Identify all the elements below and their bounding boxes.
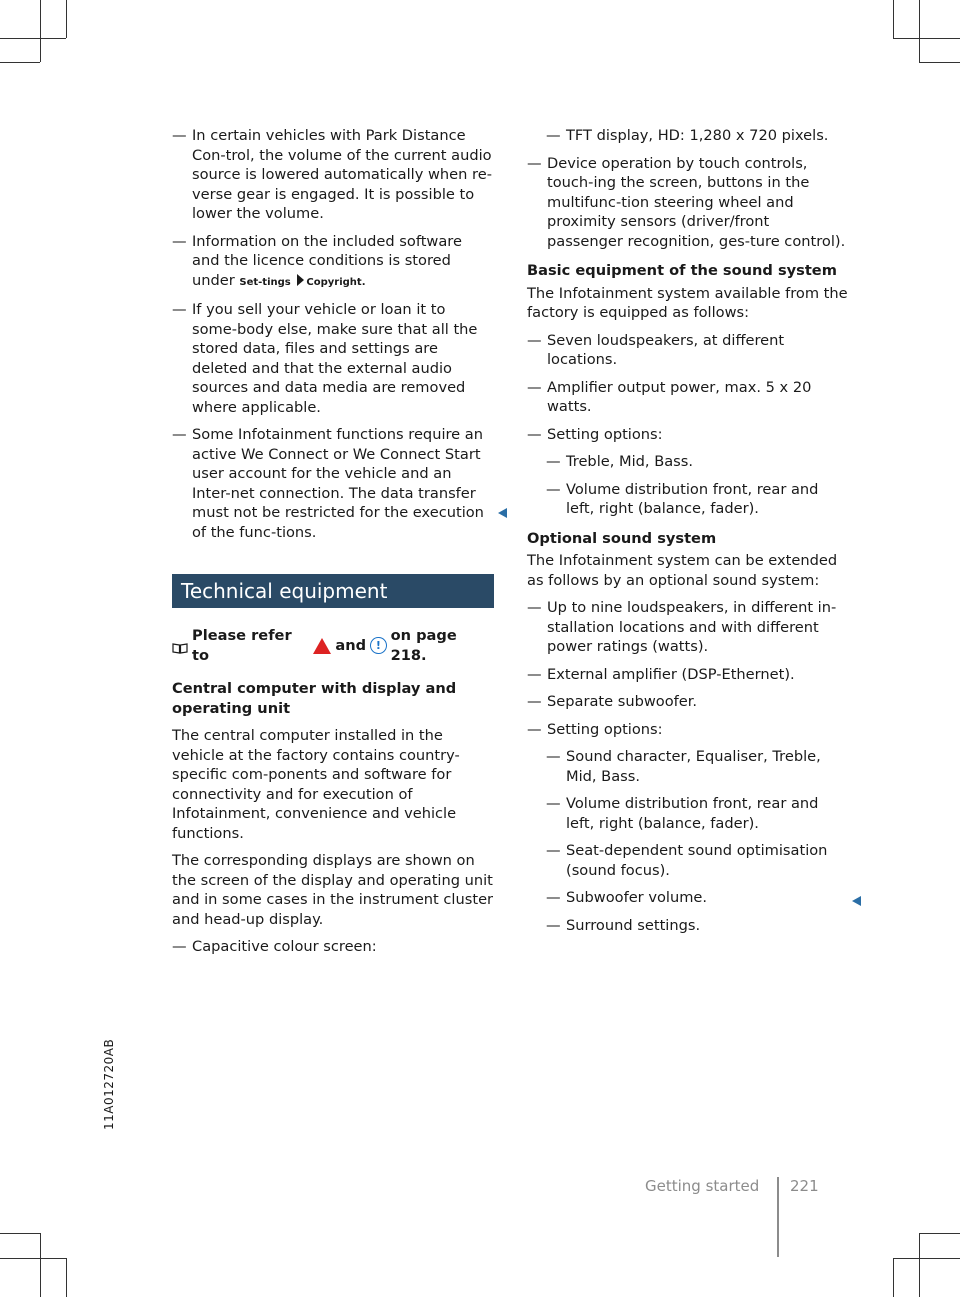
- section-end-icon: [852, 896, 861, 906]
- bullet-text: Volume distribution front, rear and left, right (balance, fader).: [566, 795, 819, 832]
- bullet-text: Device operation by touch controls, touch-ing the screen, buttons in the multifunc-tion steering wheel and proximity sensors (driver/front passenger recognition, ges-ture control).: [547, 154, 846, 250]
- bullet-dash: —: [527, 693, 542, 710]
- list-item: [527, 720, 849, 740]
- paragraph: The corresponding displays are shown on the screen of the display and operating unit and in some cases in the instrument cluster and head-up display.: [172, 852, 494, 928]
- left-column-lower: [172, 626, 494, 965]
- bullet-dash: —: [527, 378, 542, 396]
- crop-mark: [893, 0, 894, 38]
- ref-mid: and: [335, 636, 367, 654]
- list-item: [527, 692, 849, 712]
- list-item: [527, 154, 849, 252]
- bullet-text: Setting options:: [547, 425, 663, 443]
- bullet-dash: —: [527, 665, 542, 683]
- crop-mark: [0, 62, 40, 63]
- list-item: [546, 126, 849, 146]
- footer-divider: [777, 1177, 779, 1257]
- crop-mark: [893, 38, 960, 39]
- bullet-dash: —: [546, 842, 561, 859]
- bullet-dash: —: [546, 748, 561, 765]
- list-item: [527, 665, 849, 685]
- paragraph: The central computer installed in the vehicle at the factory contains country-specific com-ponents and software for connectivity and for execution of Infotainment, convenience and vehicle functions.: [172, 727, 460, 842]
- left-column: [172, 126, 494, 550]
- list-item: [172, 300, 494, 417]
- list-item: [546, 747, 849, 786]
- bullet-text: Volume distribution front, rear and left, right (balance, fader).: [566, 480, 819, 517]
- bullet-text: Surround settings.: [566, 916, 701, 934]
- bullet-dash: —: [172, 426, 187, 443]
- bullet-dash: —: [546, 127, 561, 144]
- crop-mark: [893, 1258, 960, 1259]
- bullet-dash: —: [527, 425, 542, 443]
- side-code-wrap: [100, 1038, 191, 1150]
- crop-mark: [0, 1233, 40, 1234]
- menu-path-settings: Set-tings: [239, 276, 291, 288]
- menu-arrow-icon: [297, 274, 304, 286]
- crop-mark: [893, 1258, 894, 1297]
- list-item: [527, 425, 849, 445]
- bullet-text: Subwoofer volume.: [566, 889, 708, 906]
- bullet-dash: —: [546, 795, 561, 812]
- crop-mark: [0, 38, 66, 39]
- crop-mark: [66, 0, 67, 38]
- list-item: [546, 452, 849, 472]
- footer-section-title: Getting started: [645, 1177, 760, 1195]
- list-item: [172, 232, 494, 293]
- warning-icon: [313, 638, 331, 654]
- list-item: [172, 126, 494, 224]
- list-item: [527, 331, 849, 370]
- menu-path-copyright: Copyright.: [306, 276, 366, 288]
- right-column: [527, 126, 849, 943]
- crop-mark: [919, 0, 920, 62]
- bullet-dash: —: [527, 331, 542, 349]
- bullet-dash: —: [546, 453, 561, 470]
- bullet-text: Treble, Mid, Bass.: [566, 453, 693, 470]
- list-item: [172, 937, 494, 957]
- bullet-dash: —: [546, 889, 561, 906]
- bullet-text: If you sell your vehicle or loan it to some-body else, make sure that all the stored data, files and settings are deleted and that the external audio sources and data media are removed where applicable.: [192, 301, 478, 416]
- crop-mark: [919, 1233, 960, 1234]
- bullet-text: Seat-dependent sound optimisation (sound focus).: [566, 842, 828, 879]
- bullet-dash: —: [527, 154, 542, 172]
- crop-mark: [66, 1258, 67, 1297]
- bullet-text: Setting options:: [547, 720, 663, 738]
- book-icon: [172, 640, 188, 651]
- bullet-dash: —: [546, 480, 561, 498]
- crop-mark: [919, 1233, 920, 1297]
- list-item: [172, 425, 494, 542]
- bullet-text: Amplifier output power, max. 5 x 20 watts.: [547, 378, 812, 415]
- bullet-dash: —: [172, 938, 187, 955]
- bullet-dash: —: [527, 599, 542, 616]
- list-item: [546, 794, 849, 833]
- page-number: 221: [790, 1177, 819, 1195]
- bullet-text: Seven loudspeakers, at different locations.: [547, 331, 785, 368]
- list-item: [546, 841, 849, 880]
- info-icon: !: [370, 637, 386, 654]
- bullet-dash: —: [546, 916, 561, 934]
- bullet-text: Information on the included software and the licence conditions is stored under: [192, 232, 462, 289]
- heading-optional: Optional sound system: [527, 529, 717, 547]
- bullet-text: TFT display, HD: 1,280 x 720 pixels.: [566, 127, 829, 144]
- crop-mark: [0, 1258, 66, 1259]
- bullet-text: Up to nine loudspeakers, in different in-stallation locations and with different power ratings (watts).: [547, 599, 837, 655]
- crop-mark: [919, 62, 960, 63]
- list-item: [546, 916, 849, 936]
- list-item: [527, 378, 849, 417]
- list-item: [527, 598, 849, 657]
- bullet-dash: —: [172, 232, 187, 250]
- bullet-dash: —: [172, 127, 187, 144]
- bullet-dash: —: [172, 301, 187, 318]
- section-title: Technical equipment: [172, 574, 494, 608]
- bullet-text: Capacitive colour screen:: [192, 938, 377, 955]
- crop-mark: [40, 1233, 41, 1297]
- heading-basic: Basic equipment of the sound system: [527, 262, 837, 279]
- section-end-icon: [498, 508, 507, 518]
- ref-prefix: Please refer to: [192, 627, 292, 664]
- paragraph: The Infotainment system available from the factory is equipped as follows:: [527, 284, 848, 321]
- reference-line: [172, 626, 494, 665]
- heading-computer: Central computer with display and operating unit: [172, 680, 457, 717]
- bullet-text: Separate subwoofer.: [547, 693, 698, 710]
- bullet-text: In certain vehicles with Park Distance Con-trol, the volume of the current audio source is lowered automatically when re-verse gear is engaged. It is possible to lower the volume.: [192, 127, 492, 222]
- bullet-text: Some Infotainment functions require an active We Connect or We Connect Start user account for the vehicle and an Inter-net connection. The data transfer must not be restricted for the execution of the func-tions.: [192, 426, 484, 541]
- ref-suffix: on page 218.: [390, 627, 457, 664]
- bullet-text: Sound character, Equaliser, Treble, Mid, Bass.: [566, 748, 821, 785]
- list-item: [546, 888, 849, 908]
- bullet-text: External amplifier (DSP-Ethernet).: [547, 665, 795, 683]
- list-item: [546, 480, 849, 519]
- side-code: 11A012720AB: [102, 1038, 116, 1130]
- crop-mark: [40, 0, 41, 62]
- paragraph: The Infotainment system can be extended as follows by an optional sound system:: [527, 552, 838, 589]
- bullet-dash: —: [527, 720, 542, 738]
